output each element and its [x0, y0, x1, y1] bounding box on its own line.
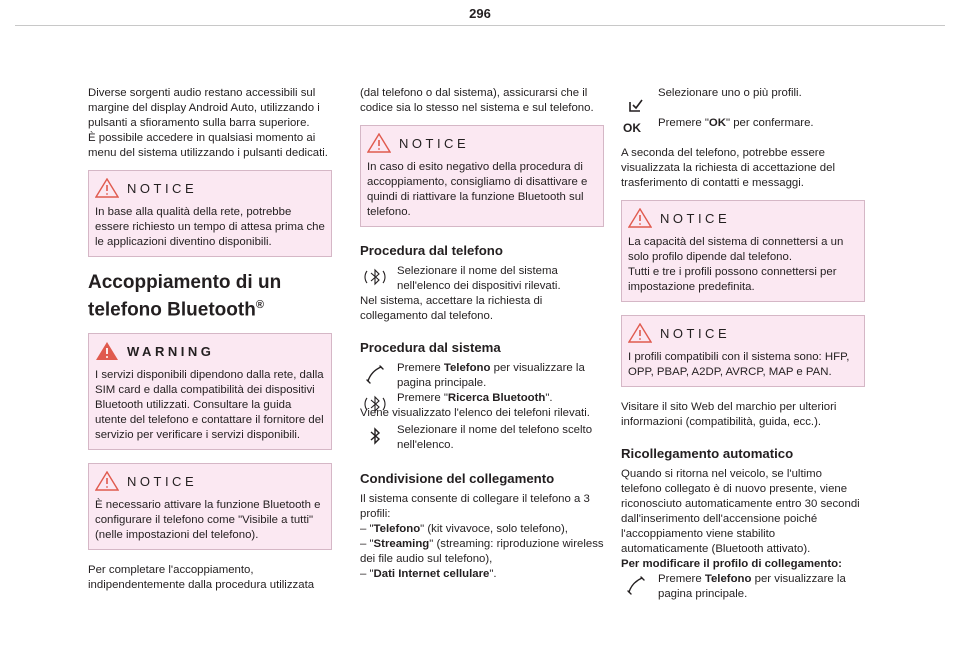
- heading-auto-reconnect: Ricollegamento automatico: [621, 446, 794, 461]
- top-divider: [15, 25, 945, 26]
- paragraph-transfer: A seconda del telefono, potrebbe essere visualizzata la richiesta di accettazione del trasferimento di contatti e messaggi.: [621, 147, 836, 189]
- notice-text: I profili compatibili con il sistema sono: HFP, OPP, PBAP, A2DP, AVRCP, MAP e PAN.: [628, 351, 850, 378]
- modify-step: Premere Telefono per visualizzare la pagina principale.: [621, 572, 865, 602]
- notice-text: È necessario attivare la funzione Bluetooth e configurare il telefono come "Visibile a tutti" (nelle impostazioni del telefono).: [95, 499, 321, 542]
- notice-box-2: [621, 315, 865, 387]
- notice-title: NOTICE: [399, 135, 470, 151]
- heading-system-procedure: Procedura dal sistema: [360, 340, 501, 355]
- system-step-2: Premere "Ricerca Bluetooth".: [360, 391, 604, 406]
- heading-phone-procedure: Procedura dal telefono: [360, 243, 503, 258]
- notice-box-2: [88, 463, 332, 550]
- warning-text: I servizi disponibili dipendono dalla rete, dalla SIM card e dalla compatibilità dei dispositivi Bluetooth utilizzati. Consultare la guida utente del telefono e contattare il fornitore del servizio per verificare i servizi disponibili.: [95, 369, 324, 442]
- system-step-3: Viene visualizzato l'elenco dei telefoni rilevati.: [360, 407, 590, 419]
- notice-title: NOTICE: [127, 473, 198, 489]
- notice-box-1: [621, 200, 865, 302]
- page-number: 296: [469, 6, 491, 21]
- phone-step-1: Selezionare il nome del sistema nell'elenco dei dispositivi rilevati.: [360, 264, 604, 294]
- paragraph-website: Visitare il sito Web del marchio per ulteriori informazioni (compatibilità, guida, ecc.).: [621, 401, 837, 428]
- notice-text: In caso di esito negativo della procedura di accoppiamento, consigliamo di disattivare e quindi di riattivare la funzione Bluetooth sul telefono.: [367, 161, 588, 218]
- warning-title: WARNING: [127, 343, 215, 359]
- notice-text: La capacità del sistema di connettersi a un solo profilo dipende dal telefono. Tutti e tre i profili possono connettersi per impostazione predefinita.: [628, 236, 844, 293]
- column-3: [621, 86, 865, 602]
- confirm-step: OK Premere "OK" per confermare.: [623, 117, 814, 135]
- heading-share-connection: Condivisione del collegamento: [360, 471, 555, 486]
- warning-triangle-icon: [95, 471, 119, 491]
- column-2: [360, 86, 604, 591]
- bluetooth-search-icon: [364, 266, 386, 288]
- notice-title: NOTICE: [660, 210, 731, 226]
- warning-triangle-icon: [367, 133, 391, 153]
- notice-box-1: [88, 170, 332, 257]
- intro-paragraph-2: È possibile accedere in qualsiasi momento ai menu del sistema utilizzando i pulsanti dedicati.: [88, 132, 328, 159]
- warning-triangle-icon: [628, 323, 652, 343]
- warning-triangle-icon: [95, 178, 119, 198]
- notice-title: NOTICE: [660, 325, 731, 341]
- warning-triangle-icon: [628, 208, 652, 228]
- phone-handset-icon: [364, 363, 386, 385]
- checkbox-checked-icon: [625, 94, 647, 116]
- intro-paragraph-1: Diverse sorgenti audio restano accessibili sul margine del display Android Auto, utilizzando i pulsanti a sfioramento sulla barra superiore.: [88, 87, 320, 129]
- notice-text: In base alla qualità della rete, potrebbe essere richiesto un tempo di attesa prima che le applicazioni diventino disponibili.: [95, 206, 325, 248]
- bluetooth-icon: [364, 425, 386, 447]
- intro-paragraph: (dal telefono o dal sistema), assicurarsi che il codice sia lo stesso nel sistema e sul telefono.: [360, 87, 594, 114]
- phone-step-2: Nel sistema, accettare la richiesta di collegamento dal telefono.: [360, 295, 543, 322]
- warning-triangle-icon: [95, 341, 119, 361]
- system-step-1: Premere Telefono per visualizzare la pagina principale.: [360, 361, 604, 391]
- notice-title: NOTICE: [127, 180, 198, 196]
- outro-paragraph: Per completare l'accoppiamento, indipendentemente dalla procedura utilizzata: [88, 564, 315, 592]
- ok-icon: OK: [623, 121, 641, 135]
- paragraph-reconnect: Quando si ritorna nel veicolo, se l'ultimo telefono collegato è di nuovo presente, viene riconosciuto automaticamente entro 30 secondi dall'inserimento dell'accensione poiché l'accoppiamento viene stabilito automaticamente (Bluetooth attivato). Per modificare il profilo di collegamento:: [621, 468, 860, 570]
- section-heading: Accoppiamento di un telefono Bluetooth®: [88, 272, 282, 321]
- system-step-4: Selezionare il nome del telefono scelto nell'elenco.: [360, 423, 604, 453]
- share-paragraph: Il sistema consente di collegare il telefono a 3 profili: – "Telefono" (kit vivavoce, solo telefono), – "Streaming" (streaming: riproduzione wireless dei file audio sul telefono), – "Dati Internet cellulare".: [360, 493, 604, 580]
- select-profiles-step: Selezionare uno o più profili.: [621, 86, 865, 116]
- phone-handset-icon: [625, 574, 647, 596]
- column-1: [88, 86, 332, 602]
- notice-box: [360, 125, 604, 227]
- warning-box: [88, 333, 332, 450]
